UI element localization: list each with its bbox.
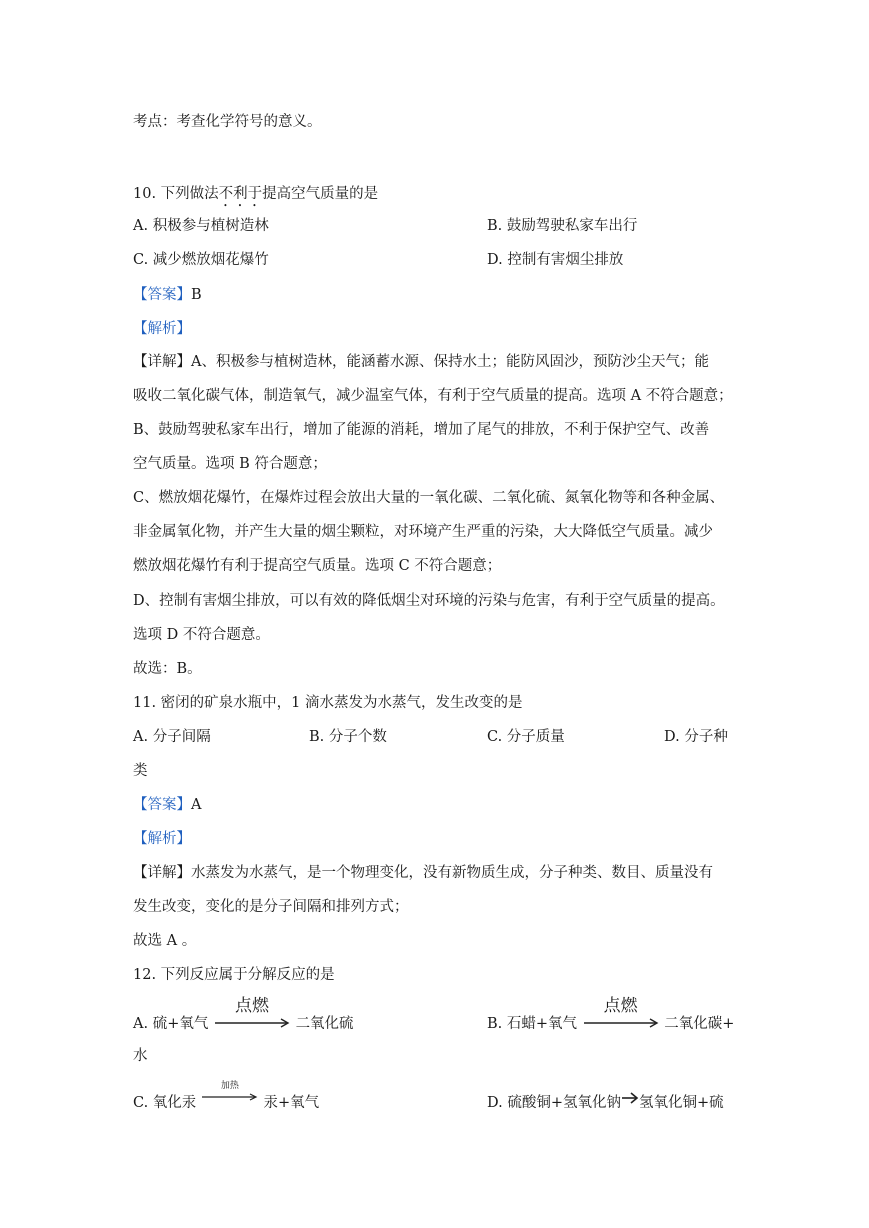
question-12-stem: 12. 下列反应属于分解反应的是 (133, 967, 335, 983)
explanation-line: 空气质量。选项 B 符合题意； (133, 456, 327, 472)
option-c: C. 分子质量 (487, 729, 565, 745)
conclusion-line: 故选 A 。 (133, 933, 197, 949)
answer-line (133, 285, 202, 305)
reaction-arrow (201, 1081, 259, 1107)
option-c (133, 1081, 320, 1113)
explanation-text: A、积极参与植树造林，能涵蓄水源、保持水土；能防风固沙，预防沙尘天气；能 (191, 354, 709, 370)
explanation-line: 吸收二氧化碳气体，制造氧气，减少温室气体，有利于空气质量的提高。选项 A 不符合题意； (133, 388, 733, 404)
reactants: A. 硫+氧气 (133, 1016, 209, 1032)
condition-label: 点燃 (234, 996, 269, 1016)
explanation-text: 水蒸发为水蒸气，是一个物理变化，没有新物质生成，分子种类、数目、质量没有 (191, 865, 713, 881)
explanation-line: 非金属氧化物，并产生大量的烟尘颗粒，对环境产生严重的污染，大大降低空气质量。减少 (133, 524, 713, 540)
answer-tag: 【答案】 (133, 287, 191, 303)
option-b: B. 鼓励驾驶私家车出行 (487, 218, 638, 234)
detail-tag: 【详解】 (133, 354, 191, 370)
emphasized-text: 不利于 (218, 186, 263, 202)
question-10-stem (133, 184, 378, 210)
products: 二氧化硫 (295, 1016, 354, 1032)
stem-part: 10. 下列做法 (133, 186, 219, 202)
option-c: C. 减少燃放烟花爆竹 (133, 252, 269, 268)
arrow-icon (621, 1087, 639, 1107)
condition-label: 加热 (220, 1081, 239, 1091)
reactants: D. 硫酸铜+氢氧化钠 (487, 1095, 621, 1111)
stem-part: 提高空气质量的是 (262, 186, 379, 202)
option-a: A. 分子间隔 (133, 729, 211, 745)
option-b-wrap: 水 (133, 1048, 148, 1064)
products: 二氧化碳+ (664, 1016, 735, 1032)
condition-label: 点燃 (603, 996, 638, 1016)
question-11-stem: 11. 密闭的矿泉水瓶中，1 滴水蒸发为水蒸气，发生改变的是 (133, 695, 523, 711)
answer-line (133, 795, 201, 815)
explanation-line (133, 352, 709, 372)
reaction-arrow (213, 996, 291, 1028)
analysis-tag: 【解析】 (133, 321, 191, 337)
explanation-line (133, 863, 713, 883)
explanation-line: B、鼓励驾驶私家车出行，增加了能源的消耗，增加了尾气的排放，不利于保护空气、改善 (133, 422, 710, 438)
option-a: A. 积极参与植树造林 (133, 218, 269, 234)
reaction-arrow (582, 996, 660, 1028)
option-b: B. 分子个数 (309, 729, 387, 745)
reaction-arrow (621, 1087, 639, 1107)
option-a (133, 996, 354, 1034)
products: 汞+氧气 (263, 1095, 320, 1111)
option-b (487, 996, 735, 1034)
option-d (487, 1087, 724, 1113)
topic-note: 考点：考查化学符号的意义。 (133, 114, 322, 130)
products: 氢氧化铜+硫 (638, 1095, 724, 1111)
option-d: D. 控制有害烟尘排放 (487, 252, 624, 268)
reactants: B. 石蜡+氧气 (487, 1016, 578, 1032)
answer-tag: 【答案】 (133, 797, 191, 813)
conclusion-line: 故选：B。 (133, 661, 202, 677)
explanation-line: 燃放烟花爆竹有利于提高空气质量。选项 C 不符合题意； (133, 558, 502, 574)
detail-tag: 【详解】 (133, 865, 191, 881)
explanation-line: D、控制有害烟尘排放，可以有效的降低烟尘对环境的污染与危害，有利于空气质量的提高。 (133, 593, 725, 609)
analysis-tag: 【解析】 (133, 831, 191, 847)
explanation-line: 选项 D 不符合题意。 (133, 627, 270, 643)
option-d-wrap: 类 (133, 763, 148, 779)
option-d: D. 分子种 (664, 729, 728, 745)
explanation-line: 发生改变，变化的是分子间隔和排列方式； (133, 899, 409, 915)
answer-value: A (191, 797, 202, 813)
answer-value: B (191, 287, 202, 303)
explanation-line: C、燃放烟花爆竹，在爆炸过程会放出大量的一氧化碳、二氧化硫、氮氧化物等和各种金属、 (133, 490, 725, 506)
reactants: C. 氧化汞 (133, 1095, 197, 1111)
